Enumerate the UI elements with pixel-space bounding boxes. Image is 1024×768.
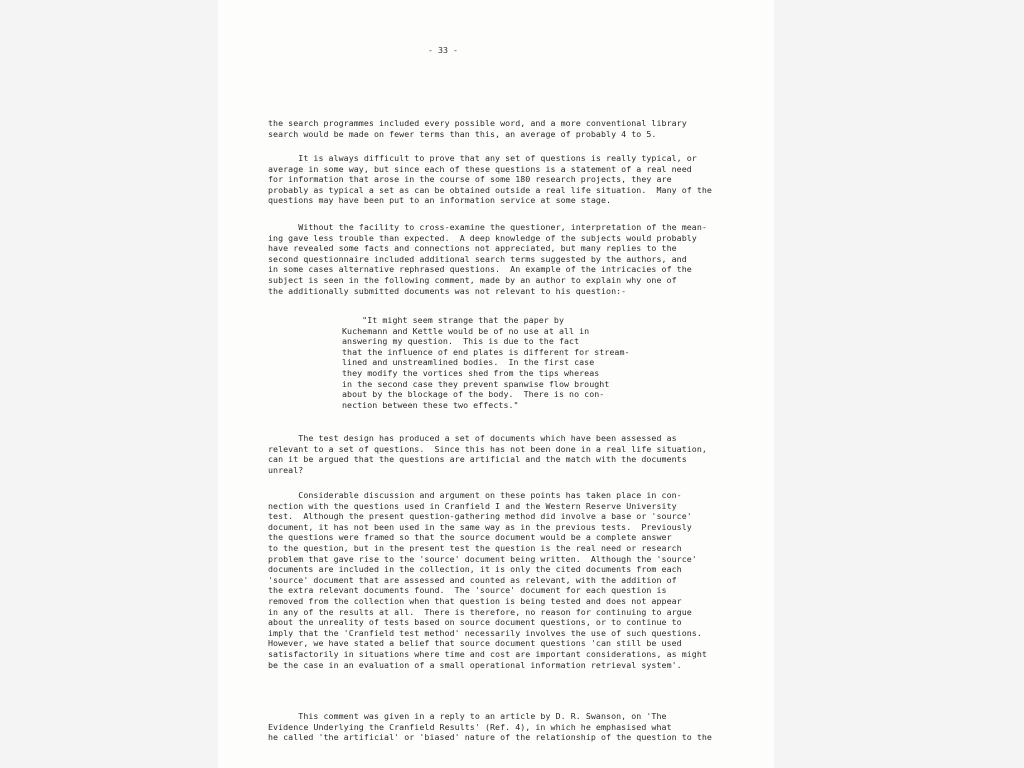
text-line: the additionally submitted documents was not relevant to his question:-	[268, 285, 627, 296]
text-line: probably as typical a set as can be obtained outside a real life situation. Many of the	[268, 184, 712, 195]
text-line: Without the facility to cross-examine the questioner, interpretation of the mean-	[268, 222, 707, 232]
quote-line: "It might seem strange that the paper by	[342, 315, 564, 325]
text-line: Considerable discussion and argument on these points has taken place in con-	[268, 490, 682, 500]
text-line: problem that gave rise to the 'source' document being written. Although the 'source'	[268, 553, 697, 564]
text-line: 'source' document that are assessed and counted as relevant, with the addition of	[268, 574, 677, 585]
quote-line: that the influence of end plates is different for stream-	[342, 346, 630, 357]
text-line: removed from the collection when that question is being tested and does not appear	[268, 595, 682, 606]
text-line: Evidence Underlying the Cranfield Results' (Ref. 4), in which he emphasised what	[268, 721, 672, 732]
text-line: be the case in an evaluation of a small operational information retrieval system'.	[268, 659, 682, 670]
text-line: satisfactorily in situations where time and cost are important considerations, as might	[268, 648, 707, 659]
text-line: imply that the 'Cranfield test method' necessarily involves the use of such questions.	[268, 627, 702, 638]
text-line: in any of the results at all. There is therefore, no reason for continuing to argue	[268, 606, 692, 617]
paragraph-6	[268, 711, 718, 743]
text-line: average in some way, but since each of these questions is a statement of a real need	[268, 163, 692, 174]
text-line: second questionnaire included additional search terms suggested by the authors, and	[268, 253, 687, 264]
text-line: nection with the questions used in Cranfield I and the Western Reserve University	[268, 500, 677, 511]
text-line: have revealed some facts and connections not appreciated, but many replies to the	[268, 243, 677, 254]
text-line: The test design has produced a set of documents which have been assessed as	[268, 433, 677, 443]
paragraph-2	[268, 153, 718, 206]
document-page	[218, 0, 774, 768]
text-line: search would be made on fewer terms than this, an average of probably 4 to 5.	[268, 128, 657, 139]
text-line: for information that arose in the course of some 180 research projects, they are	[268, 174, 672, 185]
text-line: documents are included in the collection, it is only the cited documents from each	[268, 564, 682, 575]
text-line: the search programmes included every possible word, and a more conventional library	[268, 118, 687, 128]
quote-line: answering my question. This is due to the fact	[342, 336, 580, 347]
quote-line: they modify the vortices shed from the tips whereas	[342, 367, 600, 378]
quote-line: in the second case they prevent spanwise flow brought	[342, 378, 610, 389]
text-line: can it be argued that the questions are artificial and the match with the documents	[268, 454, 687, 465]
text-line: It is always difficult to prove that any set of questions is really typical, or	[268, 153, 697, 163]
page-number: - 33 -	[428, 45, 458, 55]
text-line: relevant to a set of questions. Since this has not been done in a real life situation,	[268, 443, 707, 454]
text-line: subject is seen in the following comment, made by an author to explain why one of	[268, 274, 677, 285]
quote-line: Kuchemann and Kettle would be of no use at all in	[342, 325, 590, 336]
text-line: about the unreality of tests based on source document questions, or to continue to	[268, 617, 682, 628]
text-line: ing gave less trouble than expected. A deep knowledge of the subjects would probably	[268, 232, 697, 243]
paragraph-5	[268, 490, 718, 670]
text-line: This comment was given in a reply to an article by D. R. Swanson, on 'The	[268, 711, 667, 721]
text-line: test. Although the present question-gathering method did involve a base or 'source'	[268, 511, 692, 522]
text-line: the extra relevant documents found. The 'source' document for each question is	[268, 585, 667, 596]
paragraph-4	[268, 433, 718, 475]
quote-line: about by the blockage of the body. There is no con-	[342, 389, 605, 400]
quote-line: lined and unstreamlined bodies. In the first case	[342, 357, 595, 368]
text-line: he called 'the artificial' or 'biased' nature of the relationship of the question to the	[268, 732, 712, 743]
text-line: to the question, but in the present test the question is the real need or research	[268, 542, 682, 553]
text-line: document, it has not been used in the same way as in the previous tests. Previously	[268, 521, 692, 532]
block-quote	[342, 315, 632, 410]
paragraph-3	[268, 222, 718, 296]
paragraph-1	[268, 118, 718, 139]
text-line: the questions were framed so that the source document would be a complete answer	[268, 532, 672, 543]
quote-line: nection between these two effects."	[342, 399, 519, 410]
text-line: in some cases alternative rephrased questions. An example of the intricacies of the	[268, 264, 692, 275]
text-line: unreal?	[268, 464, 304, 475]
text-line: However, we have stated a belief that source document questions 'can still be used	[268, 638, 682, 649]
text-line: questions may have been put to an information service at some stage.	[268, 195, 612, 206]
